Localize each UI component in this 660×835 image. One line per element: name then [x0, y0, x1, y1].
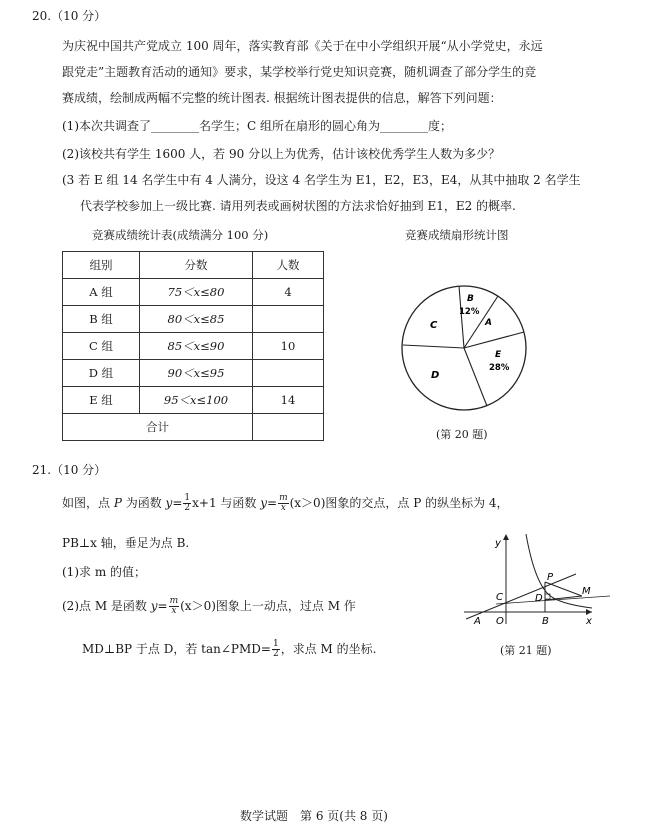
table-cell: D 组 [63, 360, 140, 387]
q21-part2-line1 [62, 597, 356, 616]
fraction-numerator: m [279, 493, 288, 503]
q21-text: ，求点 M 的坐标. [280, 642, 377, 656]
table-row [63, 387, 324, 414]
pie-percent-e: 28% [489, 363, 510, 373]
q20-intro-line3: 赛成绩，绘制成两幅不完整的统计图表. 根据统计图表提供的信息，解答下列问题： [62, 91, 502, 105]
label-m: M [582, 586, 591, 597]
q21-text: 如图，点 [62, 496, 114, 510]
fraction-numerator: 1 [184, 493, 191, 503]
fraction-denominator: x [280, 503, 286, 513]
table-cell: 90＜x≤95 [140, 360, 253, 387]
fraction-m-over-x [278, 494, 289, 513]
table-row [63, 279, 324, 306]
q21-text: y= [260, 496, 278, 510]
q21-text: (x＞0)图象的交点，点 P 的纵坐标为 4， [289, 496, 509, 510]
q21-part2-line2 [82, 640, 376, 659]
pie-label-b: B [467, 294, 474, 304]
table-title: 竞赛成绩统计表(成绩满分 100 分) [92, 228, 269, 242]
table-cell: 85＜x≤90 [140, 333, 253, 360]
table-cell: 80＜x≤85 [140, 306, 253, 333]
score-table [62, 251, 324, 441]
x-axis-arrow [586, 609, 592, 615]
table-cell [253, 306, 324, 333]
fraction-denominator: 2 [272, 649, 279, 659]
table-cell: 10 [253, 333, 324, 360]
function-graph [458, 528, 628, 628]
label-d: D [535, 593, 543, 604]
fraction-one-half [183, 494, 191, 513]
pie-divider [464, 348, 487, 406]
pie-label-e: E [495, 350, 502, 360]
table-cell: 14 [253, 387, 324, 414]
table-header-cell: 人数 [253, 252, 324, 279]
table-header-cell: 组别 [63, 252, 140, 279]
label-y: y [495, 538, 501, 549]
pie-label-d: D [431, 370, 440, 381]
label-a: A [474, 616, 481, 627]
table-cell: C 组 [63, 333, 140, 360]
table-cell: A 组 [63, 279, 140, 306]
q20-part1: (1)本次共调查了________名学生；C 组所在扇形的圆心角为________度； [62, 119, 452, 133]
segment-pm [545, 582, 582, 596]
pie-percent-b: 12% [459, 307, 480, 317]
table-cell [253, 414, 324, 441]
q20-part2: (2)该校共有学生 1600 人，若 90 分以上为优秀，估计该校优秀学生人数为多少？ [62, 147, 501, 161]
q21-text: y= [165, 496, 183, 510]
q21-text: MD⊥BP 于点 D，若 tan∠PMD= [82, 642, 271, 656]
table-total-row [63, 414, 324, 441]
q21-part1: (1)求 m 的值； [62, 565, 147, 579]
q21-text: (x＞0)图象上一动点，过点 M 作 [180, 599, 356, 613]
table-row [63, 306, 324, 333]
fraction-denominator: x [171, 606, 177, 616]
fraction-one-half [272, 640, 280, 659]
page-footer: 数学试题 第 6 页(共 8 页) [240, 809, 388, 823]
q20-figure-caption: (第 20 题) [436, 428, 488, 441]
table-cell: B 组 [63, 306, 140, 333]
q21-text: (2)点 M 是函数 [62, 599, 151, 613]
label-o: O [496, 616, 504, 627]
q21-text: x+1 与函数 [192, 496, 261, 510]
label-b: B [542, 616, 549, 627]
table-row [63, 333, 324, 360]
label-c: C [496, 592, 503, 603]
table-cell: 4 [253, 279, 324, 306]
q21-figure-caption: (第 21 题) [500, 644, 552, 657]
q20-part3-line2: 代表学校参加上一级比赛. 请用列表或画树状图的方法求恰好抽到 E1，E2 的概率. [80, 199, 516, 213]
q21-line1 [62, 494, 509, 513]
q21-heading: 21.（10 分） [32, 463, 107, 477]
fraction-m-over-x [169, 597, 180, 616]
pie-divider [459, 286, 464, 348]
table-cell: 95＜x≤100 [140, 387, 253, 414]
fraction-numerator: 1 [272, 639, 279, 649]
pie-label-a: A [485, 318, 492, 328]
table-cell [253, 360, 324, 387]
label-p: P [547, 572, 554, 583]
table-header-cell: 分数 [140, 252, 253, 279]
table-total-label: 合计 [63, 414, 253, 441]
q21-text: P [113, 496, 122, 510]
chart-title: 竞赛成绩扇形统计图 [405, 228, 509, 242]
q20-intro-line1: 为庆祝中国共产党成立 100 周年，落实教育部《关于在中小学组织开展“从小学党史，永远 [62, 39, 543, 53]
q20-part3-line1: (3 若 E 组 14 名学生中有 4 人满分，设这 4 名学生为 E1，E2，E3，E4，从其中抽取 2 名学生 [62, 173, 581, 187]
table-cell: 75＜x≤80 [140, 279, 253, 306]
table-row [63, 360, 324, 387]
table-header-row [63, 252, 324, 279]
q21-text: y= [150, 599, 168, 613]
table-cell: E 组 [63, 387, 140, 414]
fraction-denominator: 2 [184, 503, 191, 513]
q21-text: 为函数 [121, 496, 166, 510]
q20-intro-line2: 跟党走”主题教育活动的通知》要求，某学校举行党史知识竞赛，随机调查了部分学生的竞 [62, 65, 537, 79]
label-x: x [586, 616, 592, 627]
fraction-numerator: m [169, 596, 179, 606]
pie-label-c: C [430, 320, 438, 331]
pie-chart [395, 278, 535, 418]
q21-line2: PB⊥x 轴，垂足为点 B. [62, 536, 190, 550]
y-axis-arrow [503, 534, 509, 540]
pie-divider [403, 345, 464, 348]
q20-heading: 20.（10 分） [32, 9, 107, 23]
